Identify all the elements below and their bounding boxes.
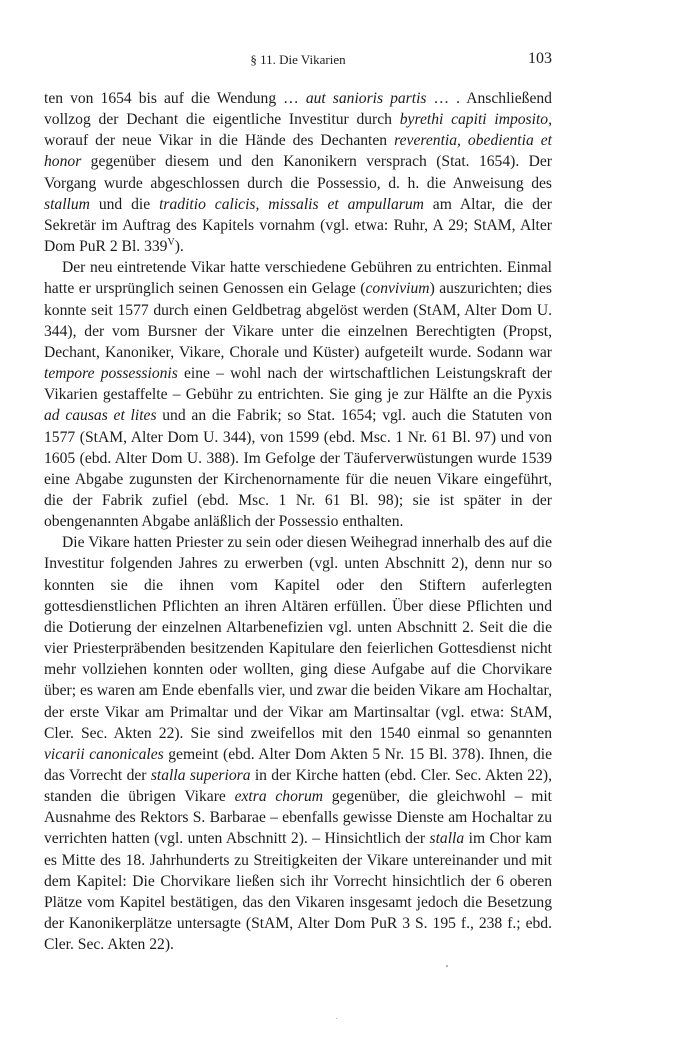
- text-run: und an die Fabrik; so Stat. 1654; vgl. auch die Statuten von 1577 (StAM, Alter Dom U. 344), von 1599 (ebd. Msc. 1 Nr. 61 Bl. 97) und von 1605 (ebd. Alter Dom U. 388). Im Gefolge der Täuferverwüstungen wurde 1539 eine Abgabe zugunsten der Kirchenornamente für die neuen Vikare eingeführt, die der Fabrik zufiel (ebd. Msc. 1 Nr. 61 Bl. 98); sie ist später in der obengenannten Abgabe anläßlich der Possessio enthalten.: [44, 407, 552, 531]
- text-run: Die Vikare hatten Priester zu sein oder diesen Weihegrad innerhalb des auf die Investitur folgenden Jahres zu erwerben (vgl. unten Abschnitt 2), denn nur so konnten sie die ihnen vom Kapitel oder den Stiftern auferlegten gottesdienstlichen Pflichten an ihren Altären erfüllen. Über diese Pflichten und die Dotierung der einzelnen Altarbenefizien vgl. unten Abschnitt 2. Seit die die vier Priesterpräbenden besitzenden Kapitulare den feierlichen Gottesdienst nicht mehr vollziehen konnten oder wollten, ging diese Aufgabe auf die Chorvikare über; es waren am Ende ebenfalls vier, und zwar die beiden Vikare am Hochaltar, der erste Vikar am Primaltar und der Vikar am Martinsaltar (vgl. etwa: StAM, Cler. Sec. Akten 22). Sie sind zweifellos mit den 1540 einmal so genannten: [44, 534, 553, 742]
- latin-term: stalla: [429, 830, 465, 848]
- scan-speck: [336, 1018, 337, 1019]
- text-run: … . Anschließend vollzog der Dechant die eigentliche Investitur durch: [44, 90, 552, 129]
- text-run: und die: [89, 195, 160, 213]
- text-run: im Chor kam es Mitte des 18. Jahrhunderts zu Streitigkeiten der Vikare untereinander und mit dem Kapitel: Die Chorvikare ließen sich ihr Vorrecht hinsichtlich der 6 oberen Plätze vom Kapitel bestätigen, das den Vikaren insgesamt jedoch die Besetzung der Kanonikerplätze untersagte (StAM, Alter Dom PuR 3 S. 195 f., 238 f.; ebd. Cler. Sec. Akten 22).: [44, 830, 552, 954]
- latin-term: extra chorum: [234, 788, 324, 806]
- latin-term: convivium: [365, 280, 430, 298]
- latin-term: stallum: [44, 195, 90, 213]
- text-run: gegenüber diesem und den Kanonikern versprach (Stat. 1654). Der Vorgang wurde abgeschlossen durch die Possessio, d. h. die Anweisung des: [44, 153, 552, 192]
- paragraph-2: [44, 257, 552, 532]
- text-run: worauf der neue Vikar in die Hände des Dechanten: [44, 132, 395, 150]
- paragraph-3: [44, 532, 552, 955]
- page-number: 103: [528, 50, 552, 67]
- latin-term: ad causas et lites: [44, 407, 157, 425]
- latin-term: stalla superiora: [150, 767, 251, 784]
- latin-term: traditio calicis, missalis et ampullarum: [159, 195, 424, 213]
- latin-term: tempore possessionis: [44, 365, 178, 383]
- text-run: gegenüber, die gleichwohl – mit Ausnahme des Rektors S. Barbarae – ebenfalls gewisse Dienste am Hochaltar zu verrichten hatten (vgl. unten Abschnitt 2). – Hinsichtlich der: [44, 788, 552, 848]
- section-title: § 11. Die Vikarien: [250, 52, 346, 67]
- text-run: am Altar, die der Sekretär im Auftrag des Kapitels vornahm (vgl. etwa: Ruhr, A 29; StAM, Alter Dom PuR 2 Bl. 339: [44, 195, 552, 256]
- text-run: eine – wohl nach der wirtschaftlichen Leistungskraft der Vikarien gestaffelte – Gebühr zu entrichten. Sie ging je zur Hälfte an die Pyxis: [44, 365, 552, 404]
- latin-term: reverentia, obedientia et honor: [44, 132, 553, 171]
- latin-term: vicarii canonicales: [44, 745, 164, 763]
- text-run: ten von 1654 bis auf die Wendung …: [44, 90, 306, 107]
- superscript: V: [167, 236, 175, 248]
- paragraph-1: [44, 88, 552, 257]
- text-run: ) auszurichten; dies konnte seit 1577 durch einen Geldbetrag abgelöst werden (StAM, Alter Dom U. 344), der vom Bursner der Vikare unter die einzelnen Berechtigten (Propst, Dechant, Kanoniker, Vikare, Chorale und Küster) aufgeteilt wurde. Sodann war: [44, 280, 552, 361]
- text-run: Der neu eintretende Vikar hatte verschiedene Gebühren zu entrichten. Einmal hatte er ursprünglich seinen Genossen ein Gelage (: [44, 259, 552, 298]
- text-run: in der Kirche hatten (ebd. Cler. Sec. Akten 22), standen die übrigen Vikare: [44, 767, 552, 806]
- text-run: ).: [174, 238, 184, 256]
- latin-term: aut sanioris partis: [305, 90, 427, 107]
- scan-speck: [446, 965, 448, 967]
- text-run: gemeint (ebd. Alter Dom Akten 5 Nr. 15 Bl. 378). Ihnen, die das Vorrecht der: [44, 745, 552, 784]
- body-text: [44, 88, 552, 955]
- running-head: [44, 50, 552, 72]
- latin-term: byrethi capiti imposito,: [399, 111, 552, 129]
